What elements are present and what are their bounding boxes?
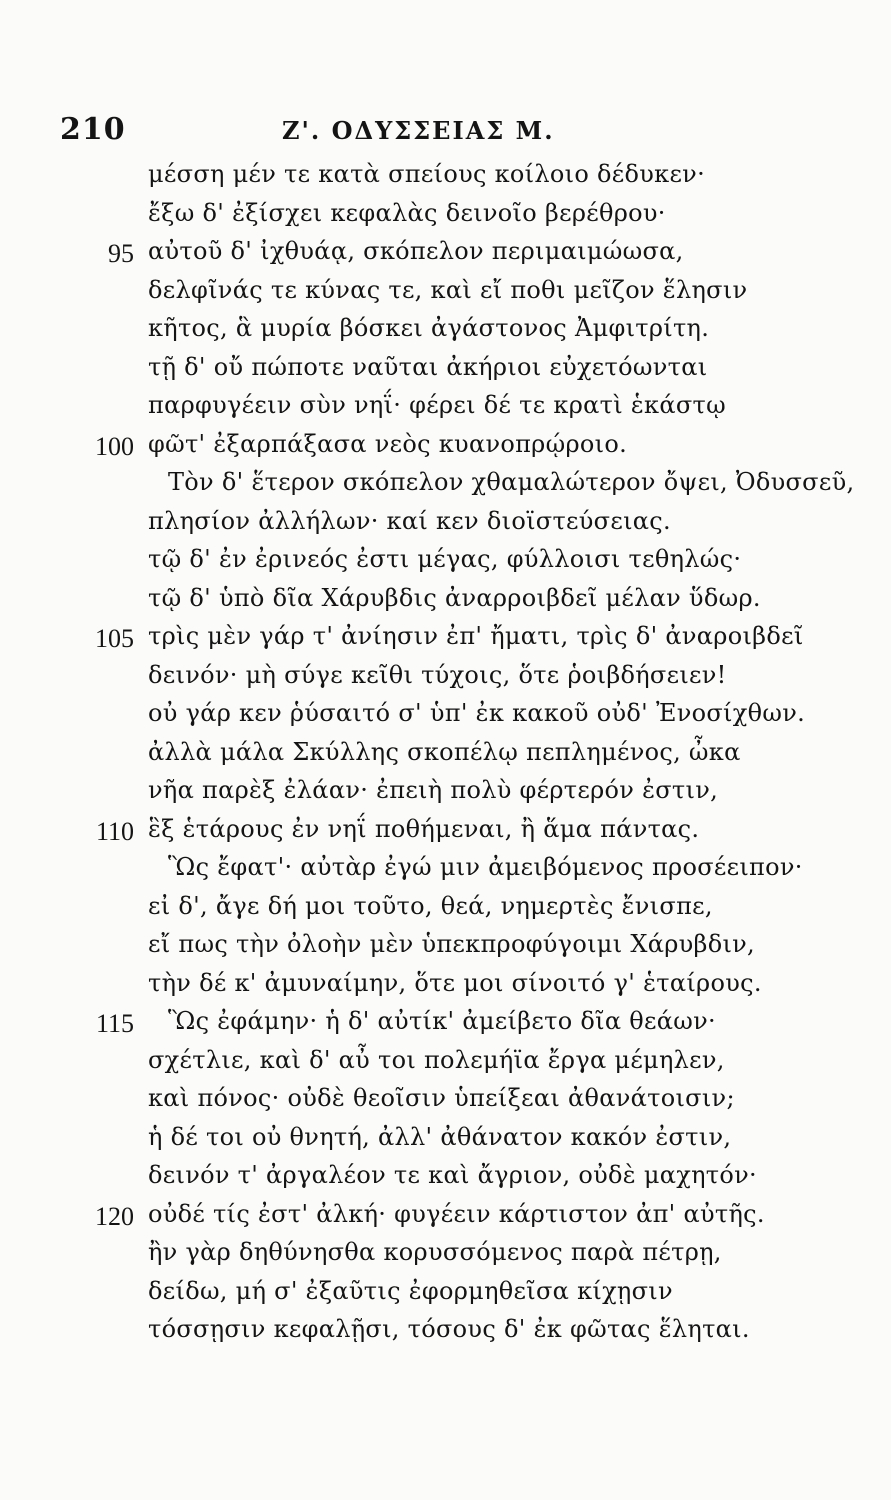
verse-text: νῆα παρὲξ ἐλάαν· ἐπειὴ πολὺ φέρτερόν ἐστιν,: [148, 776, 719, 804]
verse-text: μέσση μέν τε κατὰ σπείους κοίλοιο δέδυκεν·: [148, 160, 706, 188]
verse-line: [0, 199, 891, 238]
verse-line: [0, 1315, 891, 1354]
verse-line: [0, 391, 891, 430]
verse-text: τόσσῃσιν κεφαλῇσι, τόσους δ' ἐκ φῶτας ἕληται.: [148, 1315, 750, 1343]
verse-text: σχέτλιε, καὶ δ' αὖ τοι πολεμήϊα ἔργα μέμηλεν,: [148, 1045, 725, 1074]
verse-text: οὐ γάρ κεν ῥύσαιτό σ' ὑπ' ἐκ κακοῦ οὐδ' Ἐνοσίχθων.: [148, 699, 806, 727]
verse-line: [0, 507, 891, 546]
verse-text: Ὣς ἐφάμην· ἡ δ' αὐτίκ' ἀμείβετο δῖα θεάων·: [168, 1007, 716, 1035]
verse-text: ἓξ ἑτάρους ἐν νηΐ ποθήμεναι, ἢ ἅμα πάντας.: [148, 814, 700, 843]
verse-line: [0, 160, 891, 199]
page-number: 210: [60, 112, 126, 147]
verse-text: τὴν δέ κ' ἀμυναίμην, ὅτε μοι σίνοιτό γ' ἑταίρους.: [148, 968, 762, 997]
running-title: Ζ'. ΟΔΥΣΣΕΙΑΣ Μ.: [282, 116, 555, 145]
verse-text: οὐδέ τίς ἐστ' ἀλκή· φυγέειν κάρτιστον ἀπ' αὐτῆς.: [148, 1199, 765, 1228]
verse-text: δεινόν· μὴ σύγε κεῖθι τύχοις, ὅτε ῥοιβδήσειεν!: [148, 660, 727, 689]
verse-line: [0, 815, 891, 854]
verse-line: [0, 430, 891, 469]
verse-line: [0, 468, 891, 507]
verse-line: [0, 622, 891, 661]
verse-line: [0, 853, 891, 892]
line-number: 120: [95, 1201, 134, 1231]
verse-line: [0, 776, 891, 815]
verse-text: πλησίον ἀλλήλων· καί κεν διοϊστεύσειας.: [148, 506, 671, 535]
verse-text: δεινόν τ' ἀργαλέον τε καὶ ἄγριον, οὐδὲ μαχητόν·: [148, 1161, 757, 1189]
verse-line: [0, 1123, 891, 1162]
verse-line: [0, 1238, 891, 1277]
verse-line: [0, 1277, 891, 1316]
verse-line: [0, 545, 891, 584]
verse-text: ἢν γὰρ δηθύνησθα κορυσσόμενος παρὰ πέτρῃ,: [148, 1238, 722, 1266]
verse-text: φῶτ' ἐξαρπάξασα νεὸς κυανοπρῴροιο.: [148, 429, 627, 458]
verse-line: [0, 930, 891, 969]
verse-text: δείδω, μή σ' ἐξαῦτις ἐφορμηθεῖσα κίχῃσιν: [148, 1276, 673, 1305]
verse-text: ἀλλὰ μάλα Σκύλλης σκοπέλῳ πεπλημένος, ὦκα: [148, 737, 741, 766]
verse-text: τῷ δ' ἐν ἐρινεός ἐστι μέγας, φύλλοισι τεθηλώς·: [148, 545, 742, 573]
verse-text: δελφῖνάς τε κύνας τε, καὶ εἴ ποθι μεῖζον ἕλησιν: [148, 275, 748, 304]
verse-line: [0, 1200, 891, 1239]
line-number: 95: [108, 239, 134, 268]
verse-text: τῷ δ' ὑπὸ δῖα Χάρυβδις ἀναρροιβδεῖ μέλαν ὕδωρ.: [148, 583, 761, 612]
verse-line: [0, 969, 891, 1008]
verse-text: ἔξω δ' ἐξίσχει κεφαλὰς δεινοῖο βερέθρου·: [148, 198, 666, 227]
line-number: 110: [95, 816, 134, 846]
verse-line: [0, 699, 891, 738]
verse-line: [0, 1046, 891, 1085]
verse-line: [0, 1161, 891, 1200]
verse-line: [0, 314, 891, 353]
verse-text: καὶ πόνος· οὐδὲ θεοῖσιν ὑπείξεαι ἀθανάτοισιν;: [148, 1084, 735, 1112]
verse-line: [0, 237, 891, 276]
verse-text: αὐτοῦ δ' ἰχθυάᾳ, σκόπελον περιμαιμώωσα,: [148, 237, 684, 265]
verse-text: τῇ δ' οὔ πώποτε ναῦται ἀκήριοι εὐχετόωνται: [148, 352, 708, 381]
verse-line: [0, 1084, 891, 1123]
line-number: 115: [95, 1009, 134, 1038]
line-number: 100: [95, 431, 134, 461]
verse-line: [0, 353, 891, 392]
line-number: 105: [95, 624, 134, 653]
verse-text: ἡ δέ τοι οὐ θνητή, ἀλλ' ἀθάνατον κακόν ἐστιν,: [148, 1122, 732, 1151]
verse-text: Ὣς ἔφατ'· αὐτὰρ ἐγώ μιν ἀμειβόμενος προσέειπον·: [168, 853, 803, 881]
verse-line: [0, 276, 891, 315]
verse-line: [0, 1007, 891, 1046]
verse-line: [0, 738, 891, 777]
verse-text: εἰ δ', ἄγε δή μοι τοῦτο, θεά, νημερτὲς ἔνισπε,: [148, 891, 713, 920]
verse-line: [0, 661, 891, 700]
verse-line: [0, 584, 891, 623]
verse-line: [0, 892, 891, 931]
verse-text: τρὶς μὲν γάρ τ' ἀνίησιν ἐπ' ἤματι, τρὶς δ' ἀναροιβδεῖ: [148, 622, 804, 650]
verse-text: εἴ πως τὴν ὀλοὴν μὲν ὑπεκπροφύγοιμι Χάρυβδιν,: [148, 930, 755, 958]
verse-text: Τὸν δ' ἕτερον σκόπελον χθαμαλώτερον ὄψει, Ὀδυσσεῦ,: [168, 468, 855, 496]
verse-text: παρφυγέειν σὺν νηΐ· φέρει δέ τε κρατὶ ἑκάστῳ: [148, 391, 726, 419]
verse-text: κῆτος, ἃ μυρία βόσκει ἀγάστονος Ἀμφιτρίτη.: [148, 314, 710, 342]
page-header: [60, 112, 580, 152]
